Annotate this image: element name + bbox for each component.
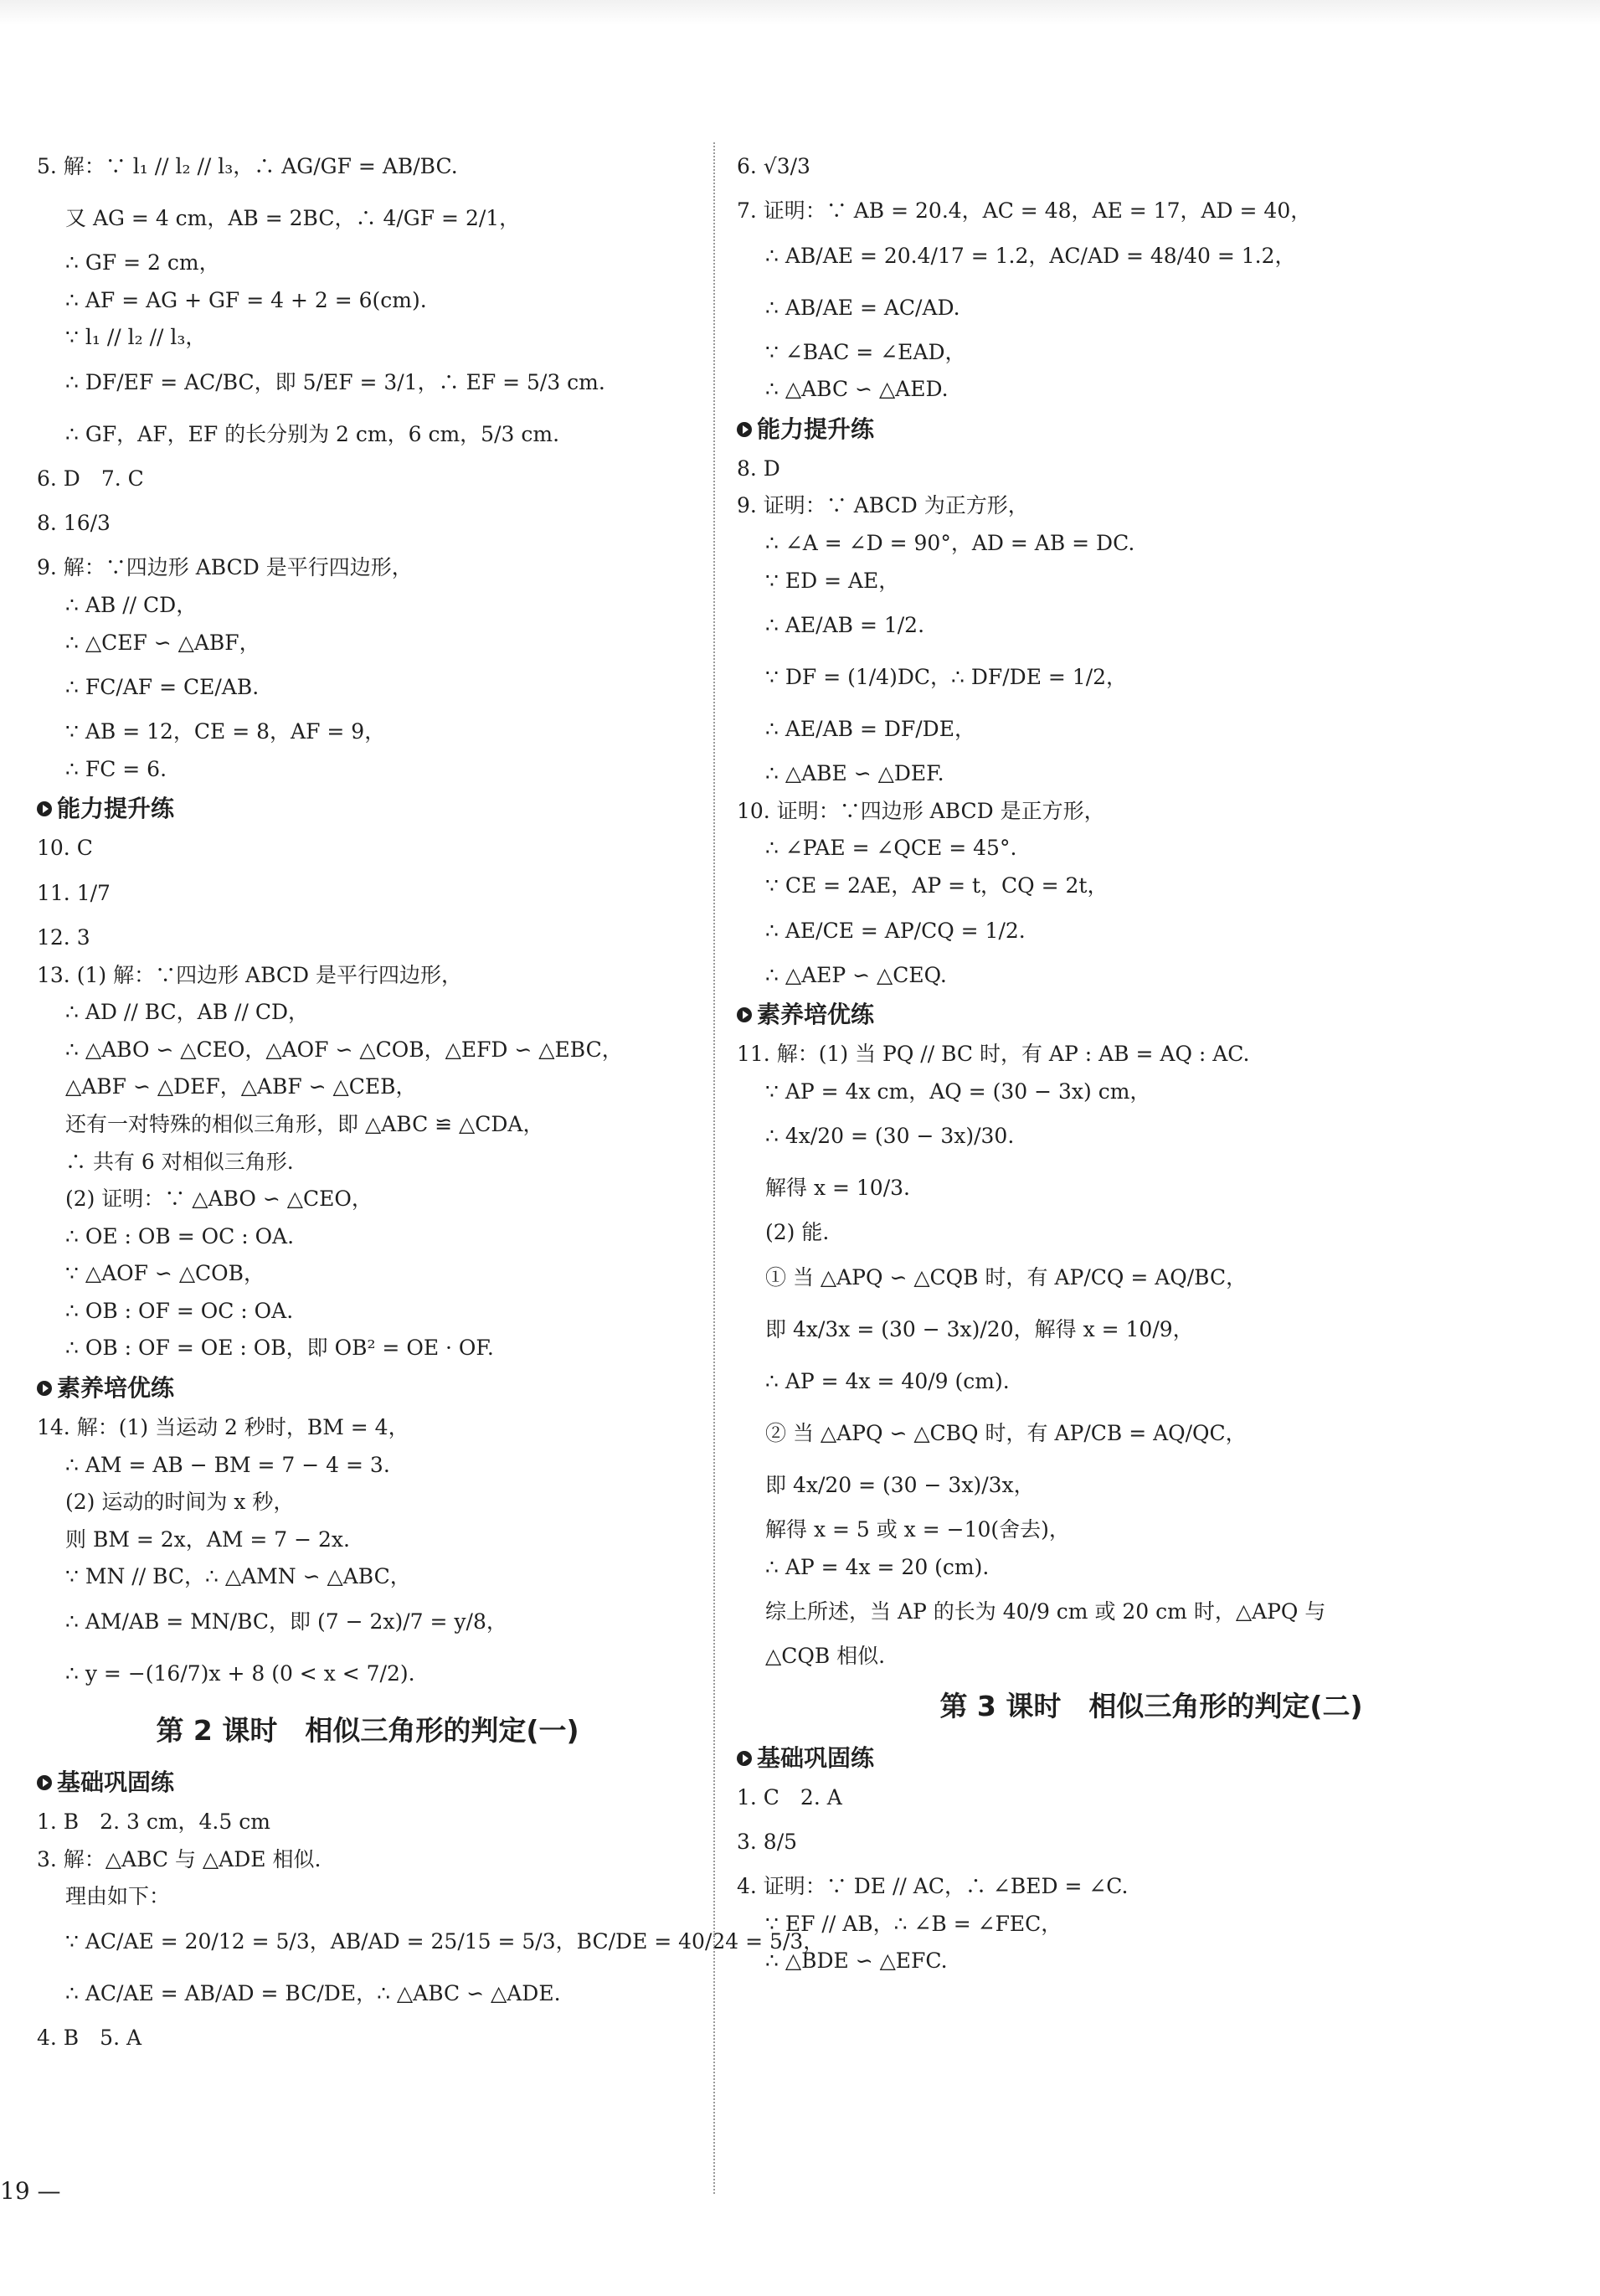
answer-line: ∵ AC/AE = 20/12 = 5/3，AB/AD = 25/15 = 5/3，BC/DE = 40/24 = 5/3，: [65, 1928, 825, 1954]
answer-line: ∴ AB/AE = AC/AD.: [765, 295, 960, 320]
answer-line: ① 当 △APQ ∽ △CQB 时，有 AP/CQ = AQ/BC，: [765, 1264, 1248, 1290]
answer-line: ∴ ∠A = ∠D = 90°，AD = AB = DC.: [765, 530, 1135, 555]
answer-line: 1. B 2. 3 cm，4.5 cm: [37, 1810, 270, 1835]
section-heading: [737, 1737, 1566, 1779]
answer-line: ∵ △AOF ∽ △COB，: [65, 1261, 265, 1286]
answer-line: ∴ AC/AE = AB/AD = BC/DE，∴ △ABC ∽ △ADE.: [65, 1980, 561, 2005]
answer-line: ∵ EF // AB，∴ ∠B = ∠FEC，: [765, 1911, 1062, 1936]
answer-line: ∴ 4x/20 = (30 − 3x)/30.: [765, 1124, 1015, 1149]
answer-line: ∵ MN // BC，∴ △AMN ∽ △ABC，: [65, 1564, 411, 1589]
answer-line: 综上所述，当 AP 的长为 40/9 cm 或 20 cm 时，△APQ 与: [765, 1599, 1326, 1624]
answer-line: △ABF ∽ △DEF，△ABF ∽ △CEB，: [65, 1074, 417, 1099]
answer-line: 解得 x = 10/3.: [765, 1176, 910, 1201]
answer-line: 即 4x/20 = (30 − 3x)/3x，: [765, 1472, 1035, 1497]
section-heading: [37, 1762, 698, 1804]
play-bullet-icon: [37, 1381, 52, 1396]
answer-line: 4. 证明：∵ DE // AC，∴ ∠BED = ∠C.: [737, 1874, 1129, 1899]
lesson-title: 第 2 课时 相似三角形的判定(一): [156, 1714, 579, 1748]
answer-line: ∴ AP = 4x = 20 (cm).: [765, 1554, 990, 1579]
answer-line: ∴ AE/AB = 1/2.: [765, 613, 925, 638]
section-heading: [37, 1367, 698, 1409]
answer-line: ∴ △AEP ∽ △CEQ.: [765, 962, 947, 987]
answer-line: 6. D 7. C: [37, 466, 144, 491]
answer-line: ∴ OB : OF = OC : OA.: [65, 1298, 294, 1323]
answer-line: ∴ △BDE ∽ △EFC.: [765, 1949, 948, 1974]
section-heading-label: 素养培优练: [757, 1001, 875, 1029]
answer-line: ∴ y = −(16/7)x + 8 (0 < x < 7/2).: [65, 1661, 415, 1686]
section-heading-label: 基础巩固练: [757, 1743, 875, 1772]
answer-line: ② 当 △APQ ∽ △CBQ 时，有 AP/CB = AQ/QC，: [765, 1420, 1247, 1445]
section-heading-label: 能力提升练: [757, 414, 875, 443]
answer-line: 理由如下：: [65, 1884, 171, 1909]
answer-line: ∵ DF = (1/4)DC，∴ DF/DE = 1/2，: [765, 665, 1128, 690]
section-heading: [37, 788, 698, 830]
play-bullet-icon: [737, 1751, 752, 1766]
answer-line: ∴ AP = 4x = 40/9 (cm).: [765, 1368, 1010, 1393]
play-bullet-icon: [37, 801, 52, 816]
answer-line: 10. 证明：∵四边形 ABCD 是正方形，: [737, 798, 1105, 823]
scan-top-edge: [0, 0, 1600, 25]
answer-line: 5. 解：∵ l₁ // l₂ // l₃，∴ AG/GF = AB/BC.: [37, 154, 458, 178]
answer-line: ∴ AE/AB = DF/DE，: [765, 717, 975, 742]
answer-line: ∵ ∠BAC = ∠EAD，: [765, 339, 966, 364]
page-number: 19 —: [0, 2177, 61, 2205]
right-column: [737, 141, 1566, 1980]
answer-line: △CQB 相似.: [765, 1644, 886, 1669]
section-heading-label: 能力提升练: [57, 795, 175, 823]
section-heading: [737, 409, 1566, 450]
answer-line: 7. 证明：∵ AB = 20.4，AC = 48，AE = 17，AD = 40，: [737, 198, 1312, 223]
answer-line: ∴ 共有 6 对相似三角形.: [65, 1149, 294, 1174]
answer-line: 8. 16/3: [37, 511, 111, 536]
answer-line: 9. 解：∵四边形 ABCD 是平行四边形，: [37, 555, 413, 580]
section-heading-label: 基础巩固练: [57, 1768, 175, 1797]
answer-line: ∴ AM/AB = MN/BC，即 (7 − 2x)/7 = y/8，: [65, 1609, 507, 1634]
answer-line: 6. √3/3: [737, 154, 810, 178]
answer-line: ∵ AP = 4x cm，AQ = (30 − 3x) cm，: [765, 1079, 1151, 1104]
answer-line: ∴ △ABE ∽ △DEF.: [765, 761, 944, 786]
answer-line: 还有一对特殊的相似三角形，即 △ABC ≌ △CDA，: [65, 1111, 544, 1136]
answer-line: ∴ AF = AG + GF = 4 + 2 = 6(cm).: [65, 287, 427, 312]
lesson-title: 第 3 课时 相似三角形的判定(二): [939, 1689, 1363, 1722]
answer-line: (2) 运动的时间为 x 秒，: [65, 1490, 295, 1515]
section-heading: [737, 994, 1566, 1036]
answer-line: ∴ △CEF ∽ △ABF，: [65, 630, 260, 655]
answer-line: 13. (1) 解：∵四边形 ABCD 是平行四边形，: [37, 962, 463, 987]
answer-line: ∵ AB = 12，CE = 8，AF = 9，: [65, 719, 386, 744]
answer-line: 4. B 5. A: [37, 2025, 142, 2050]
answer-line: 3. 8/5: [737, 1830, 798, 1855]
answer-line: 解得 x = 5 或 x = −10(舍去)，: [765, 1516, 1070, 1542]
answer-line: ∴ FC = 6.: [65, 756, 167, 781]
answer-line: ∵ l₁ // l₂ // l₃，: [65, 325, 207, 350]
answer-line: ∴ AB // CD，: [65, 592, 198, 617]
answer-line: ∴ OE : OB = OC : OA.: [65, 1223, 295, 1248]
answer-line: ∴ OB : OF = OE : OB，即 OB² = OE · OF.: [65, 1336, 494, 1361]
answer-line: ∴ AM = AB − BM = 7 − 4 = 3.: [65, 1452, 390, 1477]
answer-line: ∴ GF = 2 cm，: [65, 250, 220, 275]
play-bullet-icon: [737, 422, 752, 437]
column-divider: [713, 142, 715, 2194]
answer-line: 则 BM = 2x，AM = 7 − 2x.: [65, 1526, 350, 1552]
answer-line: 11. 解：(1) 当 PQ // BC 时，有 AP : AB = AQ : AC.: [737, 1042, 1250, 1067]
answer-line: 8. D: [737, 456, 780, 481]
answer-line: 又 AG = 4 cm，AB = 2BC，∴ 4/GF = 2/1，: [65, 206, 521, 230]
answer-line: 1. C 2. A: [737, 1784, 842, 1810]
answer-line: 11. 1/7: [37, 880, 111, 905]
answer-line: 即 4x/3x = (30 − 3x)/20，解得 x = 10/9，: [765, 1316, 1194, 1341]
answer-line: ∴ ∠PAE = ∠QCE = 45°.: [765, 836, 1017, 861]
answer-line: ∴ △ABC ∽ △AED.: [765, 377, 949, 402]
answer-line: ∴ GF，AF，EF 的长分别为 2 cm，6 cm，5/3 cm.: [65, 421, 560, 446]
answer-line: ∴ AE/CE = AP/CQ = 1/2.: [765, 918, 1026, 943]
answer-line: 14. 解：(1) 当运动 2 秒时，BM = 4，: [37, 1415, 409, 1440]
answer-line: ∴ △ABO ∽ △CEO，△AOF ∽ △COB，△EFD ∽ △EBC，: [65, 1037, 623, 1062]
answer-line: 12. 3: [37, 924, 90, 950]
answer-line: 9. 证明：∵ ABCD 为正方形，: [737, 493, 1029, 518]
answer-line: (2) 证明：∵ △ABO ∽ △CEO，: [65, 1187, 373, 1212]
answer-line: ∵ CE = 2AE，AP = t，CQ = 2t，: [765, 873, 1109, 898]
answer-line: 3. 解：△ABC 与 △ADE 相似.: [37, 1846, 322, 1871]
play-bullet-icon: [737, 1007, 752, 1022]
answer-line: ∴ AB/AE = 20.4/17 = 1.2，AC/AD = 48/40 = 1.2，: [765, 243, 1296, 268]
answer-line: (2) 能.: [765, 1220, 830, 1245]
answer-line: ∴ FC/AF = CE/AB.: [65, 675, 260, 700]
answer-line: 10. C: [37, 836, 93, 861]
answer-line: ∵ ED = AE，: [765, 568, 900, 593]
section-heading-label: 素养培优练: [57, 1374, 175, 1403]
play-bullet-icon: [37, 1775, 52, 1790]
answer-line: ∴ DF/EF = AC/BC，即 5/EF = 3/1，∴ EF = 5/3 cm.: [65, 369, 605, 394]
answer-line: ∴ AD // BC，AB // CD，: [65, 1000, 309, 1025]
